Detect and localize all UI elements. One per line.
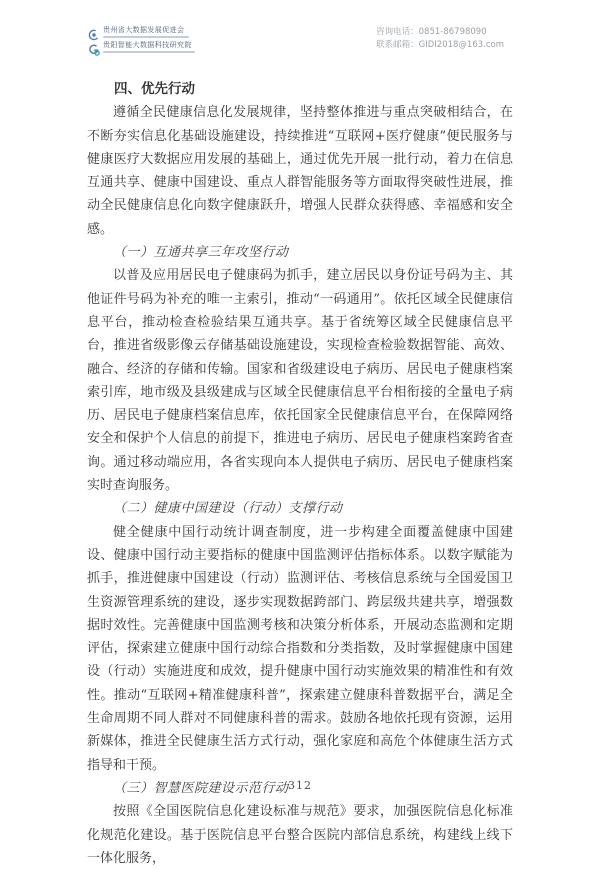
contact-info (376, 26, 504, 51)
page-number: 312 (288, 779, 312, 792)
paragraph-1: 遵循全民健康信息化发展规律，坚持整体推进与重点突破相结合，在不断夯实信息化基础设施建设，持续推进“互联网+医疗健康”便民服务与健康医疗大数据应用发展的基础上，通过优先开展一批行动，着力在信息互通共享、健康中国建设、重点人群智能服务等方面取得突破性进展，推动全民健康信息化向数字健康跃升，增强人民群众获得感、幸福感和安全感。 (87, 105, 513, 237)
association-swirl-logo-icon (88, 26, 100, 38)
org1-name: 贵州省大数据发展促进会 (103, 26, 185, 34)
paragraph-4: 按照《全国医院信息化建设标准与规范》要求，加强医院信息化标准化规范化建设。基于医院信息平台整合医院内部信息系统，构建线上线下一体化服务， (87, 804, 513, 866)
subsection-heading-2: （二）健康中国建设（行动）支撑行动 (113, 501, 343, 517)
org1-logo-row (88, 26, 195, 38)
org2-logo-row (88, 41, 195, 53)
paragraph-3: 健全健康中国行动统计调查制度，进一步构建全面覆盖健康中国建设、健康中国行动主要指标的健康中国监测评估指标体系。以数字赋能为抓手，推进健康中国建设（行动）监测评估、考核信息系统与全国爱国卫生资源管理系统的建设，逐步实现数据跨部门、跨层级共建共享，增强数据时效性。完善健康中国监测考核和决策分析体系，开展动态监测和定期评估，探索建立健康中国行动综合指数和分类指数，及时掌握健康中国建设（行动）实施进度和成效，提升健康中国行动实施效果的精准性和有效性。推动“互联网+精准健康科普”，探索建立健康科普数据平台，满足全生命周期不同人群对不同健康科普的需求。鼓励各地依托现有资源，运用新媒体，推进全民健康生活方式行动，强化家庭和高危个体健康生活方式指导和干预。 (87, 524, 513, 773)
subsection-heading-3: （三）智慧医院建设示范行动 (113, 780, 289, 796)
paragraph-2: 以普及应用居民电子健康码为抓手，建立居民以身份证号码为主、其他证件号码为补充的唯一主索引，推动“一码通用”。依托区域全民健康信息平台，推动检查检验结果互通共享。基于省统筹区域全民健康信息平台，推进省级影像云存储基础设施建设，实现检查检验数据智能、高效、融合、经济的存储和传输。国家和省级建设电子病历、居民电子健康档案索引库，地市级及县级建成与区域全民健康信息平台相衔接的全量电子病历、居民电子健康档案信息库，依托国家全民健康信息平台，在保障网络安全和保护个人信息的前提下，推进电子病历、居民电子健康档案跨省查询。通过移动端应用，各省实现向本人提供电子病历、居民电子健康档案实时查询服务。 (87, 268, 513, 494)
contact-email: 联系邮箱：GIDI2018@163.com (376, 39, 504, 50)
page-header (88, 26, 504, 53)
org2-english-subtitle-line (103, 51, 195, 53)
org2-name: 贵阳智能大数据科技研究院 (103, 41, 192, 49)
org2-text (103, 41, 195, 53)
org1-text (103, 26, 189, 38)
subsection-heading-1: （一）互通共享三年攻坚行动 (113, 245, 289, 261)
org1-english-subtitle-line (103, 36, 189, 38)
contact-phone: 咨询电话：0851-86798090 (376, 27, 487, 37)
section-title: 四、优先行动 (114, 81, 195, 97)
institute-go-logo-icon (88, 41, 100, 53)
document-content (87, 78, 513, 870)
organization-logos (88, 26, 195, 53)
